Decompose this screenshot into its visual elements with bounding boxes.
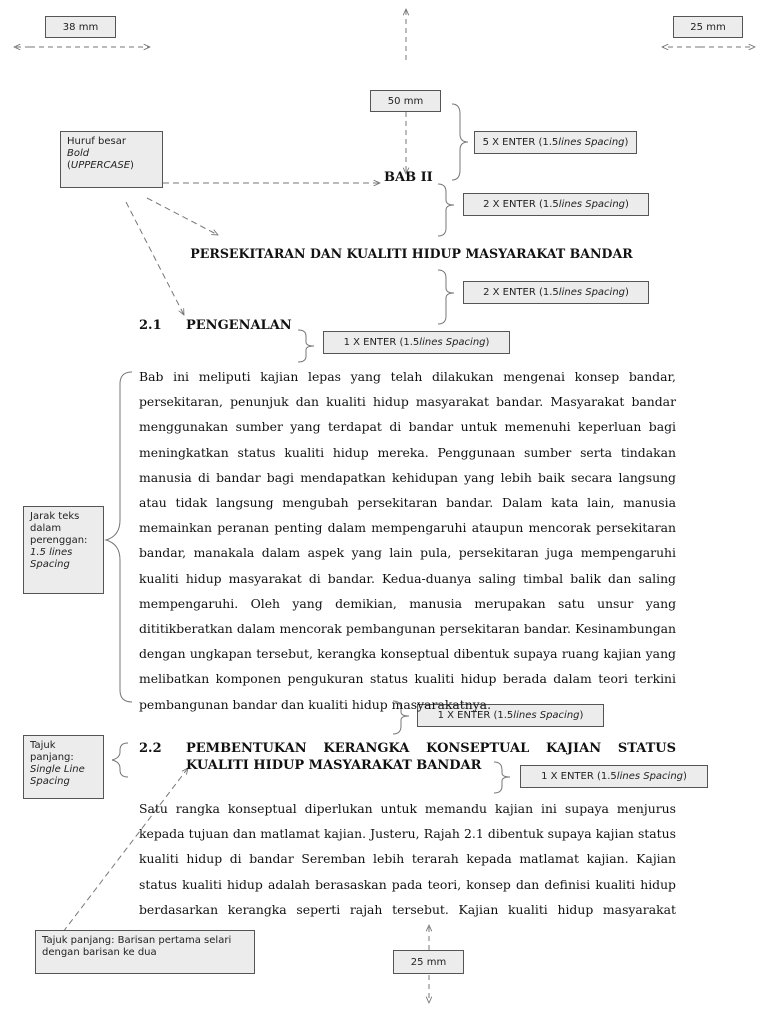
section-2-title-line-1: PEMBENTUKAN KERANGKA KONSEPTUAL KAJIAN STATUS [186,741,676,756]
brace-one-enter-a [298,330,314,362]
paragraph-1: Bab ini meliputi kajian lepas yang telah dilakukan mengenai konsep bandar, persekitaran, penunjuk dan kualiti hidup masyarakat bandar. Masyarakat bandar menggunakan sumber yang terdapat di bandar untuk memenuhi keperluan bagi meningkatkan status kualiti hidup mereka. Penggunaan sumber serta tindakan manusia di bandar bagi mendapatkan kehidupan yang lebih baik secara langsung atau tidak langsung mengubah persekitaran bandar. Dalam kata lain, manusia memainkan peranan penting dalam mempengaruhi ataupun mencorak persekitaran bandar, manakala dalam aspek yang lain pula, persekitaran juga mempengaruhi kualiti hidup masyarakat di bandar. Kedua-duanya saling timbal balik dan saling mempengaruhi. Oleh yang demikian, manusia merupakan satu unsur yang dititikberatkan dalam mencorak pembangunan persekitaran bandar. Kesinambungan dengan ungkapan tersebut, kerangka konseptual dibentuk supaya ruang kajian yang melibatkan komponen pengukuran status kualiti hidup berada dalam teori terkini pembangunan bandar dan kualiti hidup masyarakatnya. [139,369,676,712]
spacing-label-one-enter-a: 1 X ENTER (1.5 lines Spacing ) [323,331,510,354]
note-uppercase: Huruf besar Bold (UPPERCASE) [60,131,163,188]
brace-paragraph [106,372,132,702]
section-2-number: 2.2 [139,741,162,756]
brace-two-enter-b [438,270,454,324]
note-long-title-alignment: Tajuk panjang: Barisan pertama selari dengan barisan ke dua [35,930,255,974]
note-paragraph-spacing: Jarak teks dalam perenggan: 1.5 lines Spacing [23,506,104,594]
brace-two-enter-a [438,184,454,236]
spacing-label-one-enter-b: 1 X ENTER (1.5 lines Spacing ) [417,704,604,727]
spacing-label-two-enter-a: 2 X ENTER (1.5 lines Spacing ) [463,193,649,216]
brace-five-enter [452,104,468,180]
section-2-title-line-2: KUALITI HIDUP MASYARAKAT BANDAR [186,758,482,773]
section-1-number: 2.1 [139,318,162,333]
spacing-label-one-enter-c: 1 X ENTER (1.5 lines Spacing ) [520,765,708,788]
spacing-label-five-enter: 5 X ENTER (1.5 lines Spacing ) [474,131,637,154]
note-long-title: Tajuk panjang: Single Line Spacing [23,735,104,799]
brace-one-enter-c [494,762,510,793]
uppercase-arrow-2 [147,198,218,235]
spacing-label-two-enter-b: 2 X ENTER (1.5 lines Spacing ) [463,281,649,304]
top-margin-label: 50 mm [370,90,441,112]
right-margin-label: 25 mm [673,16,743,38]
left-margin-label: 38 mm [45,16,116,38]
brace-long-title [112,743,128,777]
paragraph-2: Satu rangka konseptual diperlukan untuk memandu kajian ini supaya menjurus kepada tujuan dan matlamat kajian. Justeru, Rajah 2.1 dibentuk supaya kajian status kualiti hidup di bandar Seremban lebih terarah kepada matlamat kajian. Kajian status kualiti hidup adalah berasaskan pada teori, konsep dan definisi kualiti hidup berdasarkan kerangka seperti rajah tersebut. Kajian kualiti hidup masyarakat [139,801,676,917]
section-1-title: PENGENALAN [186,318,292,333]
chapter-heading: BAB II [384,170,433,185]
chapter-title: PERSEKITARAN DAN KUALITI HIDUP MASYARAKAT BANDAR [190,246,633,261]
bottom-margin-label: 25 mm [393,950,464,974]
